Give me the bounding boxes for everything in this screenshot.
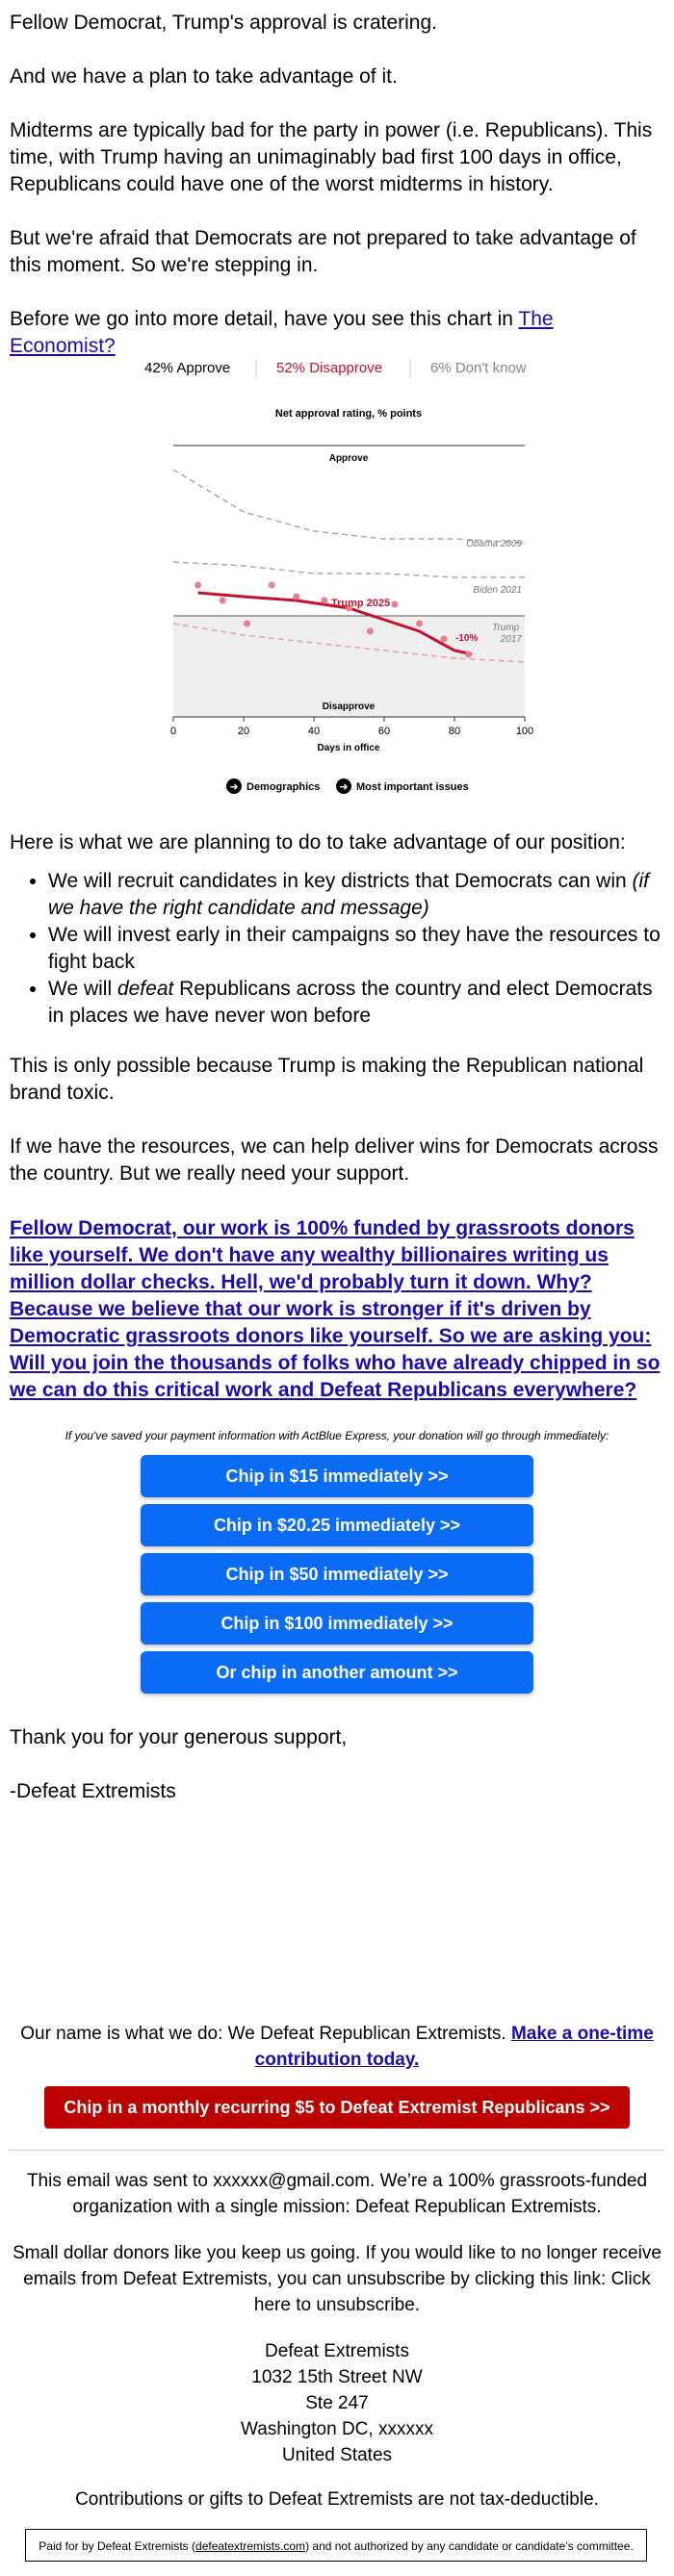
x-tick-label: 20 [237, 726, 250, 737]
paid-for-disclaimer [25, 2529, 647, 2562]
x-ticks [170, 717, 533, 737]
intro-paragraph-2: And we have a plan to take advantage of it. [10, 65, 398, 88]
arrow-right-icon: ➜ [339, 780, 349, 793]
chip-15-button[interactable]: Chip in $15 immediately >> [141, 1455, 533, 1497]
actblue-note: If you've saved your payment information with ActBlue Express, your donation will go through immediately: [65, 1429, 609, 1442]
chip-50-button[interactable]: Chip in $50 immediately >> [141, 1553, 533, 1595]
monthly-recurring-button[interactable]: Chip in a monthly recurring $5 to Defeat Extremist Republicans >> [44, 2086, 630, 2129]
poll-dot [321, 598, 327, 604]
one-time-contribution-link[interactable]: Make a one-time contribution today. [254, 2024, 654, 2070]
economist-link[interactable]: The Economist? [10, 308, 554, 357]
address-line-2: Ste 247 [305, 2393, 369, 2413]
issues-link-label: Most important issues [356, 781, 469, 793]
chart-title: Net approval rating, % points [274, 408, 423, 420]
x-tick-label: 100 [515, 726, 534, 737]
chip-other-amount-button[interactable]: Or chip in another amount >> [141, 1651, 533, 1694]
sent-to-text: This email was sent to xxxxxx@gmail.com. We’re a 100% grassroots-funded organization with a single mission: Defeat Republican Extremists. [26, 2171, 648, 2217]
arrow-right-icon: ➜ [229, 780, 239, 793]
poll-dot [220, 598, 226, 604]
series-line-obama-2009 [173, 470, 525, 543]
appeal-paragraph [10, 1215, 664, 1404]
address-line-1: 1032 15th Street NW [251, 2367, 423, 2387]
series-label-biden: Biden 2021 [473, 585, 522, 596]
poll-dot [194, 582, 201, 589]
footer-tagline-text: Our name is what we do: We Defeat Republican Extremists. [20, 2024, 511, 2044]
bottom-label: Disapprove [322, 701, 376, 712]
plan-list [10, 868, 664, 1030]
plan-item-3-italic: defeat [117, 978, 174, 1000]
x-tick-label: 40 [307, 726, 321, 737]
chip-100-button[interactable]: Chip in $100 immediately >> [141, 1602, 533, 1645]
legend-dontknow: 6% Don't know [430, 360, 527, 376]
signature: -Defeat Extremists [10, 1780, 176, 1802]
poll-dot [441, 636, 448, 643]
x-tick-label: 80 [448, 726, 461, 737]
poll-dot [244, 621, 250, 627]
approval-chart [0, 346, 674, 808]
approval-chart-svg [0, 346, 674, 808]
paid-for-post: ) and not authorized by any candidate or candidate’s committee. [305, 2539, 634, 2553]
unsubscribe-text: Small dollar donors like you keep us going. If you would like to no longer receive emails from Defeat Extremists, you can unsubscribe by clicking this link: Click here to unsubscribe. [13, 2243, 661, 2315]
demographics-link-label: Demographics [246, 781, 321, 793]
poll-dot [391, 601, 398, 608]
series-label-obama: Obama 2009 [466, 539, 522, 549]
list-item [48, 976, 664, 1030]
legend-approve: 42% Approve [144, 360, 231, 376]
poll-dot [465, 651, 472, 658]
series-line-biden-2021 [173, 562, 525, 577]
plan-item-3-pre: We will [48, 978, 117, 1000]
address-line-4: United States [281, 2445, 393, 2465]
address-line-3: Washington DC, xxxxxx [241, 2419, 433, 2439]
plan-item-3-post: Republicans across the country and elect Democrats in places we have never won before [48, 978, 653, 1027]
org-name: Defeat Extremists [265, 2341, 409, 2361]
plan-item-1-italic: (if we have the right candidate and message) [48, 870, 649, 919]
intro-paragraph-3: Midterms are typically bad for the party in power (i.e. Republicans). This time, with Trump having an unimaginably bad first 100 days in office, Republicans could have one of the worst midterms in history. [10, 119, 653, 195]
body-paragraph-6: This is only possible because Trump is making the Republican national brand toxic. [10, 1055, 644, 1104]
end-value-label: -10% [455, 633, 479, 644]
paid-for-pre: Paid for by Defeat Extremists ( [39, 2539, 196, 2553]
poll-dot [269, 582, 275, 589]
intro-paragraph-4: But we're afraid that Democrats are not prepared to take advantage of this moment. So we're stepping in. [10, 227, 636, 276]
x-tick-label: 60 [377, 726, 391, 737]
demographics-link[interactable] [226, 778, 320, 794]
plan-heading: Here is what we are planning to do to take advantage of our position: [10, 831, 626, 854]
appeal-link[interactable]: Fellow Democrat, our work is 100% funded by grassroots donors like yourself. We don't have any wealthy billionaires writing us million dollar checks. Hell, we'd probably turn it down. Why? Because we believe that our work is stronger if it's driven by Democratic grassroots donors like yourself. So we are asking you: Will you join the thousands of folks who have already chipped in so we can do this critical work and Defeat Republicans everywhere? [10, 1217, 661, 1401]
poll-dot [293, 594, 299, 600]
chart-intro-text: Before we go into more detail, have you see this chart in [10, 308, 519, 330]
plan-item-1-text: We will recruit candidates in key districts that Democrats can win [48, 870, 633, 892]
website-link[interactable]: defeatextremists.com [195, 2539, 306, 2553]
list-item [48, 868, 664, 922]
trump2017-name: Trump [492, 623, 520, 633]
trump2017-year: 2017 [500, 634, 522, 645]
footer-divider [10, 2150, 664, 2151]
thanks-text: Thank you for your generous support, [10, 1726, 348, 1748]
chip-2025-button[interactable]: Chip in $20.25 immediately >> [141, 1504, 533, 1546]
body-paragraph-7: If we have the resources, we can help deliver wins for Democrats across the country. But we really need your support. [10, 1135, 659, 1185]
footer-tagline [10, 2021, 664, 2073]
intro-paragraph-1: Fellow Democrat, Trump's approval is cratering. [10, 12, 437, 34]
poll-dot [367, 628, 374, 635]
x-axis-label: Days in office [317, 743, 380, 753]
series-label-trump2025: Trump 2025 [331, 598, 391, 609]
tax-disclaimer: Contributions or gifts to Defeat Extremists are not tax-deductible. [75, 2489, 599, 2510]
top-label: Approve [328, 453, 369, 464]
poll-dot [416, 621, 423, 627]
list-item: • We will invest early in their campaigns so they have the resources to fight back [48, 922, 664, 976]
legend-disapprove: 52% Disapprove [276, 360, 383, 376]
issues-link[interactable] [336, 778, 469, 794]
x-tick-label: 0 [169, 726, 177, 737]
